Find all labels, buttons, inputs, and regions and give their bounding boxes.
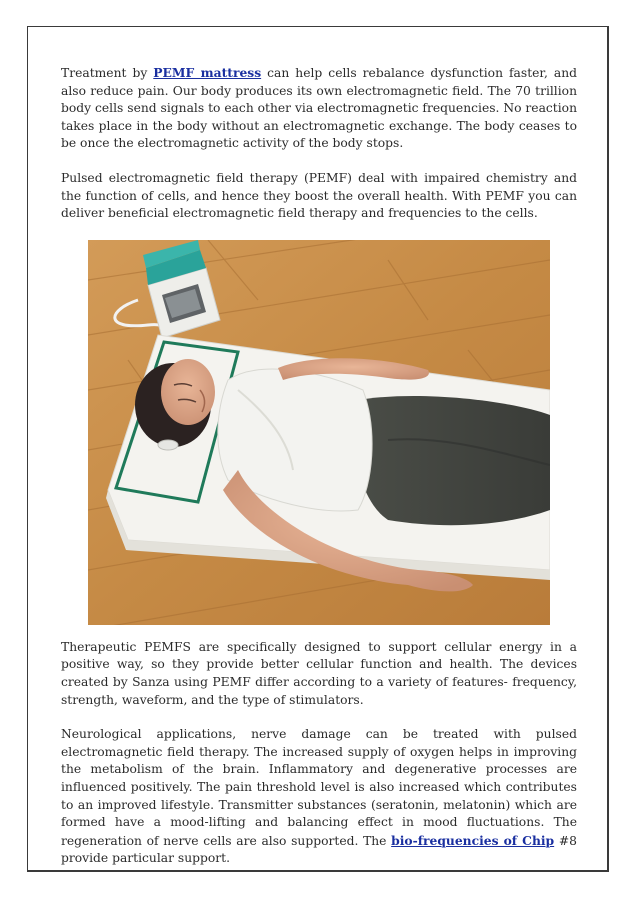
document-page: [27, 26, 609, 872]
paragraph-therapeutic-pemfs: Therapeutic PEMFS are specifically designed to support cellular energy in a positive way, so they provide better cellular function and health. The devices created by Sanza using PEMF differ according to a variety of features- frequency, strength, waveform, and the type of stimulators.: [61, 639, 577, 707]
document-body: [61, 64, 577, 868]
paragraph-text: #8 provide particular support.: [61, 833, 577, 866]
pemf-mattress-link[interactable]: PEMF mattress: [153, 65, 262, 80]
bio-frequencies-link[interactable]: bio-frequencies of Chip: [391, 832, 555, 848]
paragraph-neurological-applications: [61, 726, 577, 868]
pemf-mattress-photo: [88, 240, 550, 625]
paragraph-text: can help cells rebalance dysfunction faster, and also reduce pain. Our body produces its own electromagnetic field. The 70 trillion body cells send signals to each other via electromagnetic frequencies. No reaction takes place in the body without an electromagnetic exchange. The body ceases to be once the electromagnetic activity of the body stops.: [61, 66, 577, 151]
paragraph-pemf-therapy: Pulsed electromagnetic field therapy (PEMF) deal with impaired chemistry and the function of cells, and hence they boost the overall health. With PEMF you can deliver beneficial electromagnetic field therapy and frequencies to the cells.: [61, 170, 577, 221]
woman-legs: [354, 396, 550, 525]
paragraph-text: Neurological applications, nerve damage can be treated with pulsed electromagnetic field therapy. The increased supply of oxygen helps in improving the metabolism of the brain. Inflammatory and degenerative processes are influenced positively. The pain threshold level is also increased which contributes to an improved lifestyle. Transmitter substances (seratonin, melatonin) which are formed have a mood-lifting and balancing effect in mood fluctuations. The regeneration of nerve cells are also supported. The: [61, 727, 577, 848]
paragraph-text: Treatment by: [61, 66, 154, 80]
paragraph-pemf-intro: [61, 64, 577, 153]
